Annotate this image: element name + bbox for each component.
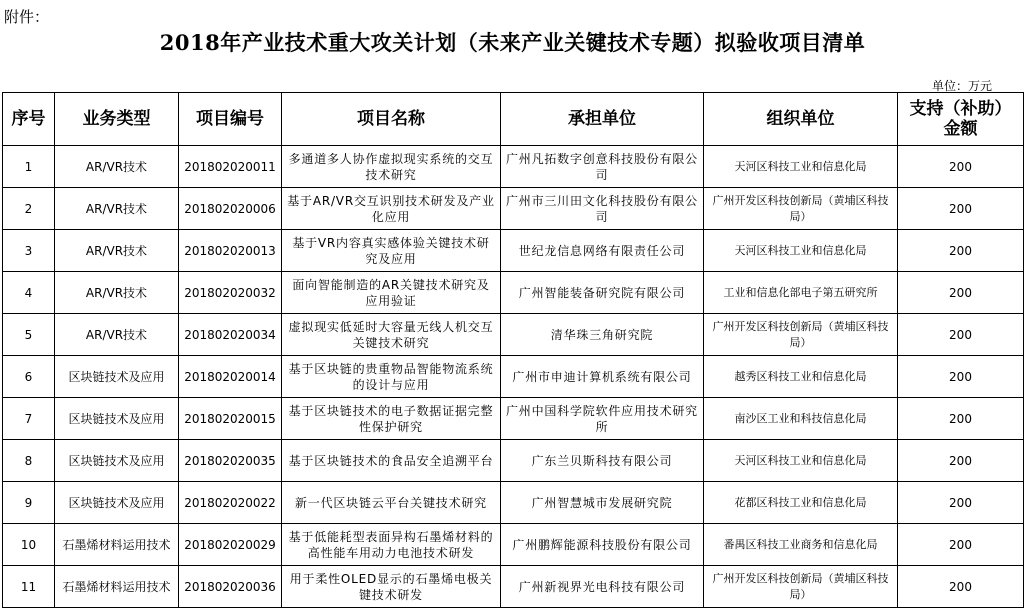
cell-name: 基于区块链技术的食品安全追溯平台 <box>282 440 501 482</box>
cell-no: 2 <box>3 188 55 230</box>
cell-unit: 广州开发区科技创新局（黄埔区科技局） <box>704 314 898 356</box>
header-amount: 支持（补助）金额 <box>898 93 1024 146</box>
cell-type: AR/VR技术 <box>55 146 179 188</box>
cell-type: AR/VR技术 <box>55 272 179 314</box>
cell-no: 1 <box>3 146 55 188</box>
cell-org: 世纪龙信息网络有限责任公司 <box>501 230 704 272</box>
cell-name: 面向智能制造的AR关键技术研究及应用验证 <box>282 272 501 314</box>
cell-code: 201802020022 <box>179 482 282 524</box>
cell-name: 基于区块链的贵重物品智能物流系统的设计与应用 <box>282 356 501 398</box>
cell-name: 新一代区块链云平台关键技术研究 <box>282 482 501 524</box>
header-unit: 组织单位 <box>704 93 898 146</box>
cell-no: 10 <box>3 524 55 566</box>
cell-amount: 200 <box>898 398 1024 440</box>
cell-type: 石墨烯材料运用技术 <box>55 566 179 608</box>
cell-unit: 天河区科技工业和信息化局 <box>704 146 898 188</box>
cell-unit: 越秀区科技工业和信息化局 <box>704 356 898 398</box>
cell-no: 5 <box>3 314 55 356</box>
table-header-row <box>3 93 1024 146</box>
cell-name: 基于区块链技术的电子数据证据完整性保护研究 <box>282 398 501 440</box>
cell-name: 虚拟现实低延时大容量无线人机交互关键技术研究 <box>282 314 501 356</box>
cell-amount: 200 <box>898 440 1024 482</box>
cell-type: AR/VR技术 <box>55 230 179 272</box>
cell-code: 201802020014 <box>179 356 282 398</box>
cell-amount: 200 <box>898 482 1024 524</box>
cell-org: 广州中国科学院软件应用技术研究所 <box>501 398 704 440</box>
cell-no: 8 <box>3 440 55 482</box>
cell-type: 区块链技术及应用 <box>55 482 179 524</box>
cell-no: 7 <box>3 398 55 440</box>
table-row <box>3 524 1024 566</box>
cell-amount: 200 <box>898 314 1024 356</box>
cell-name: 基于AR/VR交互识别技术研发及产业化应用 <box>282 188 501 230</box>
cell-amount: 200 <box>898 524 1024 566</box>
table-row <box>3 566 1024 608</box>
table-row <box>3 272 1024 314</box>
cell-code: 201802020036 <box>179 566 282 608</box>
cell-unit: 番禺区科技工业商务和信息化局 <box>704 524 898 566</box>
cell-unit: 广州开发区科技创新局（黄埔区科技局） <box>704 188 898 230</box>
cell-org: 广州智慧城市发展研究院 <box>501 482 704 524</box>
table-row <box>3 188 1024 230</box>
cell-amount: 200 <box>898 230 1024 272</box>
table-row <box>3 314 1024 356</box>
cell-amount: 200 <box>898 188 1024 230</box>
cell-amount: 200 <box>898 272 1024 314</box>
project-table <box>2 92 1024 608</box>
cell-unit: 工业和信息化部电子第五研究所 <box>704 272 898 314</box>
cell-amount: 200 <box>898 566 1024 608</box>
cell-code: 201802020013 <box>179 230 282 272</box>
header-type: 业务类型 <box>55 93 179 146</box>
attachment-label: 附件： <box>4 8 50 26</box>
unit-note: 单位：万元 <box>931 79 992 93</box>
table-row <box>3 482 1024 524</box>
cell-type: 区块链技术及应用 <box>55 356 179 398</box>
table-row <box>3 146 1024 188</box>
header-name: 项目名称 <box>282 93 501 146</box>
cell-type: 石墨烯材料运用技术 <box>55 524 179 566</box>
cell-type: 区块链技术及应用 <box>55 440 179 482</box>
cell-name: 基于VR内容真实感体验关键技术研究及应用 <box>282 230 501 272</box>
cell-code: 201802020029 <box>179 524 282 566</box>
header-org: 承担单位 <box>501 93 704 146</box>
cell-no: 6 <box>3 356 55 398</box>
table-row <box>3 356 1024 398</box>
cell-org: 广东兰贝斯科技有限公司 <box>501 440 704 482</box>
table-row <box>3 398 1024 440</box>
cell-org: 广州鹏辉能源科技股份有限公司 <box>501 524 704 566</box>
header-no: 序号 <box>3 93 55 146</box>
cell-unit: 南沙区工业和科技信息化局 <box>704 398 898 440</box>
cell-name: 基于低能耗型表面异构石墨烯材料的高性能车用动力电池技术研发 <box>282 524 501 566</box>
cell-amount: 200 <box>898 356 1024 398</box>
cell-no: 4 <box>3 272 55 314</box>
cell-org: 广州智能装备研究院有限公司 <box>501 272 704 314</box>
cell-amount: 200 <box>898 146 1024 188</box>
cell-org: 广州市三川田文化科技股份有限公司 <box>501 188 704 230</box>
cell-code: 201802020032 <box>179 272 282 314</box>
cell-no: 3 <box>3 230 55 272</box>
cell-code: 201802020015 <box>179 398 282 440</box>
cell-unit: 广州开发区科技创新局（黄埔区科技局） <box>704 566 898 608</box>
table-row <box>3 440 1024 482</box>
header-code: 项目编号 <box>179 93 282 146</box>
cell-code: 201802020006 <box>179 188 282 230</box>
cell-code: 201802020034 <box>179 314 282 356</box>
cell-code: 201802020035 <box>179 440 282 482</box>
cell-name: 多通道多人协作虚拟现实系统的交互技术研究 <box>282 146 501 188</box>
cell-type: AR/VR技术 <box>55 188 179 230</box>
cell-no: 11 <box>3 566 55 608</box>
table-row <box>3 230 1024 272</box>
cell-name: 用于柔性OLED显示的石墨烯电极关键技术研发 <box>282 566 501 608</box>
cell-no: 9 <box>3 482 55 524</box>
document-title: 2018年产业技术重大攻关计划（未来产业关键技术专题）拟验收项目清单 <box>159 30 866 55</box>
cell-type: 区块链技术及应用 <box>55 398 179 440</box>
cell-org: 广州凡拓数字创意科技股份有限公司 <box>501 146 704 188</box>
cell-org: 广州新视界光电科技有限公司 <box>501 566 704 608</box>
cell-org: 清华珠三角研究院 <box>501 314 704 356</box>
cell-code: 201802020011 <box>179 146 282 188</box>
cell-unit: 天河区科技工业和信息化局 <box>704 440 898 482</box>
cell-org: 广州市申迪计算机系统有限公司 <box>501 356 704 398</box>
cell-type: AR/VR技术 <box>55 314 179 356</box>
cell-unit: 天河区科技工业和信息化局 <box>704 230 898 272</box>
cell-unit: 花都区科技工业和信息化局 <box>704 482 898 524</box>
